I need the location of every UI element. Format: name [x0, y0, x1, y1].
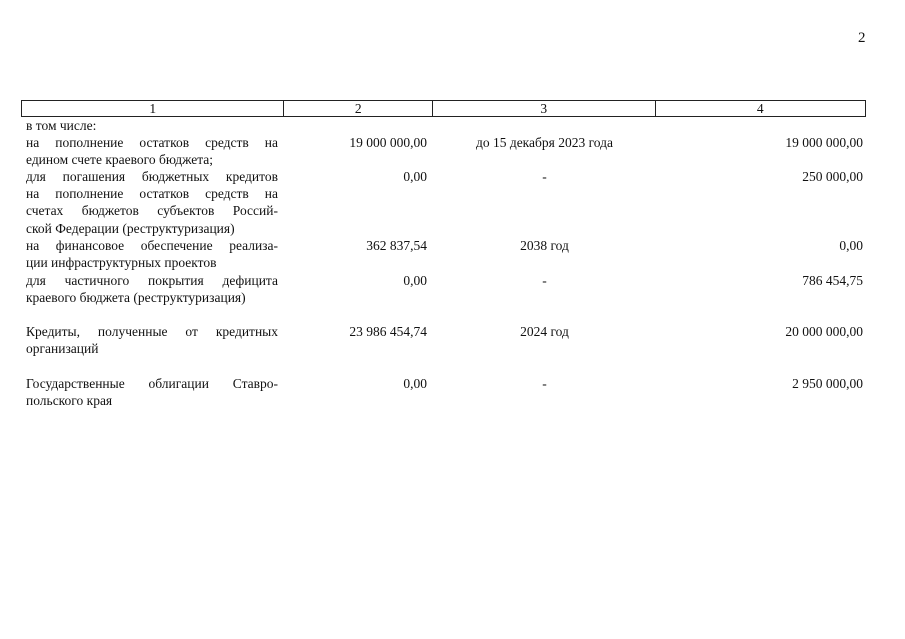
row-limit: 250 000,00: [802, 169, 863, 184]
header-col-1: 1: [22, 101, 284, 116]
description-line: ции инфраструктурных проектов: [26, 255, 217, 271]
description-line: Государственные облигации Ставро-: [26, 376, 278, 391]
description-line: на финансовое обеспечение реализа-: [26, 238, 278, 253]
description-line: для частичного покрытия дефицита: [26, 273, 278, 288]
table-header-row: [21, 100, 866, 117]
description-line: ской Федерации (реструктуризация): [26, 220, 235, 236]
description-line: на пополнение остатков средств на: [26, 135, 278, 150]
row-term: до 15 декабря 2023 года: [475, 135, 614, 150]
row-term: -: [542, 169, 547, 184]
description-line: краевого бюджета (реструктуризация): [26, 290, 246, 306]
row-amount: 19 000 000,00: [349, 135, 427, 150]
row-description: [26, 237, 278, 271]
description-line: счетах бюджетов субъектов Россий-: [26, 203, 278, 219]
row-term: -: [542, 273, 547, 288]
row-amount: 0,00: [403, 273, 427, 288]
description-line: на пополнение остатков средств на: [26, 186, 278, 202]
description-line: Кредиты, полученные от кредитных: [26, 324, 278, 339]
header-col-3: 3: [433, 101, 655, 116]
description-line: для погашения бюджетных кредитов: [26, 169, 278, 184]
row-amount: 23 986 454,74: [349, 324, 427, 339]
header-col-2: 2: [284, 101, 433, 116]
row-description: [26, 323, 278, 357]
row-description: [26, 375, 278, 409]
row-term: -: [542, 376, 547, 391]
description-line: польского края: [26, 393, 113, 409]
description-line: едином счете краевого бюджета;: [26, 152, 214, 168]
row-amount: 0,00: [403, 169, 427, 184]
description-line: организаций: [26, 341, 99, 357]
row-limit: 2 950 000,00: [792, 376, 863, 391]
row-limit: 19 000 000,00: [785, 135, 863, 150]
row-limit: 20 000 000,00: [785, 324, 863, 339]
row-description: [26, 272, 278, 306]
row-description: [26, 134, 278, 168]
row-term: 2024 год: [520, 324, 569, 339]
header-col-4: 4: [756, 101, 764, 116]
row-amount: 0,00: [403, 376, 427, 391]
row-description: [26, 168, 278, 237]
row-term: 2038 год: [520, 238, 569, 253]
page-number: 2: [858, 30, 866, 46]
intro-text: в том числе:: [26, 118, 97, 133]
row-limit: 786 454,75: [802, 273, 863, 288]
row-limit: 0,00: [839, 238, 863, 253]
row-amount: 362 837,54: [366, 238, 427, 253]
